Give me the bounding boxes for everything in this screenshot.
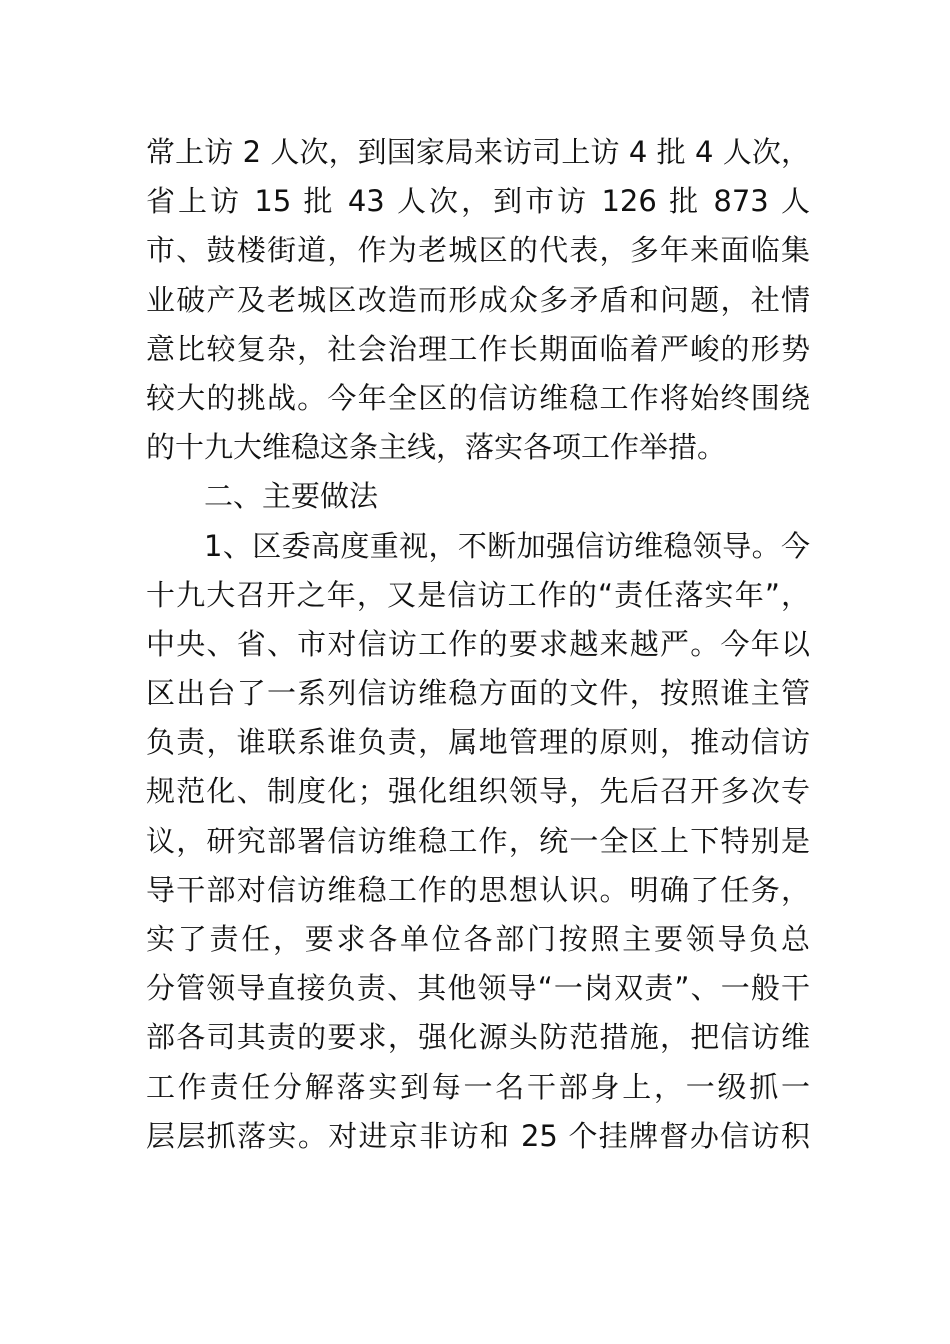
text-line: 负责，谁联系谁负责，属地管理的原则，推动信访 bbox=[146, 725, 810, 760]
text-line: 省上访 15 批 43 人次，到市访 126 批 873 人 bbox=[146, 184, 810, 219]
text-line: 业破产及老城区改造而形成众多矛盾和问题，社情 bbox=[146, 282, 810, 317]
text-line: 实了责任，要求各单位各部门按照主要领导负总 bbox=[146, 922, 810, 956]
text-line: 意比较复杂，社会治理工作长期面临着严峻的形势 bbox=[146, 331, 810, 366]
text-line: 常上访 2 人次，到国家局来访司上访 4 批 4 人次， bbox=[146, 135, 810, 169]
text-line: 十九大召开之年，又是信访工作的“责任落实年”， bbox=[146, 577, 810, 612]
text-line: 层层抓落实。对进京非访和 25 个挂牌督办信访积 bbox=[146, 1118, 810, 1153]
text-line: 规范化、制度化；强化组织领导，先后召开多次专 bbox=[146, 774, 810, 809]
text-line: 中央、省、市对信访工作的要求越来越严。今年以 bbox=[146, 626, 810, 661]
text-line: 市、鼓楼街道，作为老城区的代表，多年来面临集 bbox=[146, 233, 810, 268]
text-line: 1、区委高度重视，不断加强信访维稳领导。今 bbox=[204, 528, 810, 563]
text-line: 分管领导直接负责、其他领导“一岗双责”、一般干 bbox=[146, 971, 810, 1006]
text-line: 议，研究部署信访维稳工作，统一全区上下特别是 bbox=[146, 823, 810, 858]
text-line: 二、主要做法 bbox=[204, 479, 379, 514]
text-line: 部各司其责的要求，强化源头防范措施，把信访维 bbox=[146, 1020, 810, 1055]
text-line: 较大的挑战。今年全区的信访维稳工作将始终围绕 bbox=[146, 380, 810, 415]
text-line: 导干部对信访维稳工作的思想认识。明确了任务， bbox=[146, 872, 810, 907]
body-text bbox=[146, 128, 810, 1161]
text-line: 工作责任分解落实到每一名干部身上，一级抓一 bbox=[146, 1069, 810, 1104]
text-line: 的十九大维稳这条主线，落实各项工作举措。 bbox=[146, 430, 727, 465]
text-line: 区出台了一系列信访维稳方面的文件，按照谁主管 bbox=[146, 676, 810, 711]
